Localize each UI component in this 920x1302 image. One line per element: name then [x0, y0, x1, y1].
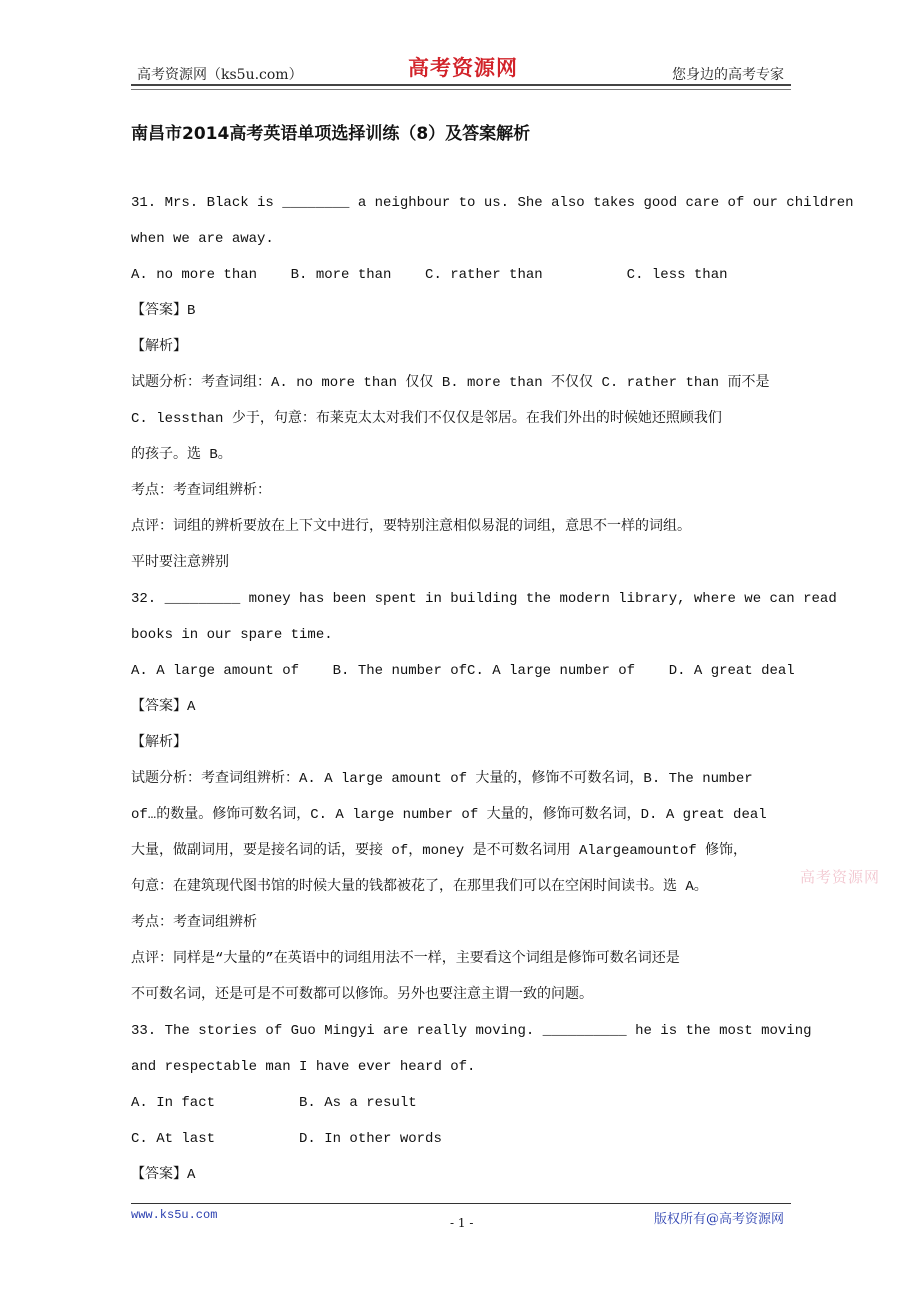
text-line: 点评：词组的辨析要放在上下文中进行，要特别注意相似易混的词组，意思不一样的词组。: [131, 519, 691, 535]
document-title: 南昌市2014高考英语单项选择训练（8）及答案解析: [131, 124, 531, 144]
text-line: 平时要注意辨别: [131, 555, 229, 571]
text-line: 【答案】A: [131, 699, 196, 715]
text-line: 【解析】: [131, 735, 187, 751]
header-site-name: 高考资源网（ks5u.com）: [137, 67, 303, 83]
text-line: 考点：考查词组辨析：: [131, 483, 271, 499]
footer-copyright: 版权所有@高考资源网: [653, 1212, 784, 1227]
text-line: when we are away.: [131, 231, 274, 247]
text-line: 的孩子。选 B。: [131, 447, 232, 463]
text-line: 点评：同样是“大量的”在英语中的词组用法不一样，主要看这个词组是修饰可数名词还是: [131, 951, 680, 967]
text-line: C. lessthan 少于，句意：布莱克太太对我们不仅仅是邻居。在我们外出的时候她还照顾我们: [131, 411, 722, 427]
text-line: 大量，做副词用，要是接名词的话，要接 of，money 是不可数名词用 Alargeamountof 修饰，: [131, 843, 748, 859]
text-line: 考点：考查词组辨析: [131, 915, 257, 931]
document-body: [131, 192, 854, 1200]
text-line: 试题分析：考查词组：A. no more than 仅仅 B. more than 不仅仅 C. rather than 而不是: [131, 375, 770, 391]
header-divider: [131, 84, 791, 90]
header-slogan: 您身边的高考专家: [672, 67, 784, 83]
footer-divider: [131, 1203, 791, 1204]
text-line: A. In fact B. As a result: [131, 1095, 417, 1111]
text-line: books in our spare time.: [131, 627, 333, 643]
text-line: 【答案】A: [131, 1167, 196, 1183]
text-line: 【解析】: [131, 339, 187, 355]
text-line: A. no more than B. more than C. rather than C. less than: [131, 267, 728, 283]
text-line: and respectable man I have ever heard of.: [131, 1059, 476, 1075]
text-line: 【答案】B: [131, 303, 196, 319]
text-line: 不可数名词，还是可是不可数都可以修饰。另外也要注意主谓一致的问题。: [131, 987, 593, 1003]
text-line: 31. Mrs. Black is ________ a neighbour to us. She also takes good care of our children: [131, 195, 854, 211]
text-line: 句意：在建筑现代图书馆的时候大量的钱都被花了，在那里我们可以在空闲时间读书。选 A。: [131, 879, 708, 895]
text-line: 试题分析：考查词组辨析：A. A large amount of 大量的，修饰不可数名词，B. The number: [131, 771, 753, 787]
text-line: of…的数量。修饰可数名词，C. A large number of 大量的，修饰可数名词，D. A great deal: [131, 807, 767, 823]
text-line: 33. The stories of Guo Mingyi are really moving. __________ he is the most moving: [131, 1023, 812, 1039]
text-line: C. At last D. In other words: [131, 1131, 442, 1147]
footer-link[interactable]: www.ks5u.com: [131, 1208, 218, 1222]
page-number: - 1 -: [450, 1216, 474, 1230]
text-line: A. A large amount of B. The number ofC. A large number of D. A great deal: [131, 663, 795, 679]
text-line: 32. _________ money has been spent in building the modern library, where we can read: [131, 591, 837, 607]
header-logo: 高考资源网: [408, 55, 518, 80]
watermark: 高考资源网: [800, 868, 881, 886]
